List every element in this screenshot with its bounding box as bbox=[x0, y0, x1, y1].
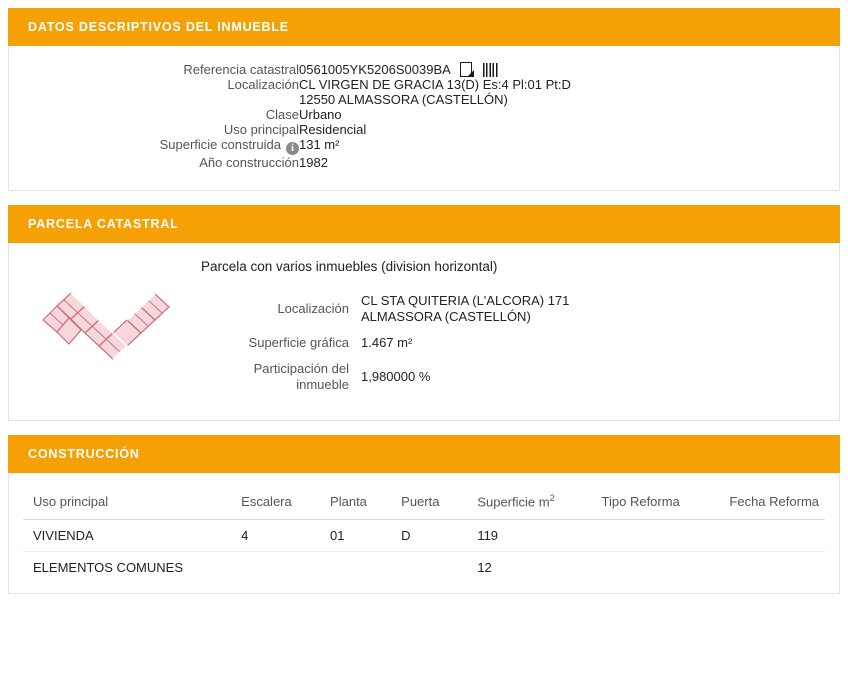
table-row bbox=[201, 330, 569, 356]
parcela-map-thumbnail[interactable] bbox=[35, 290, 175, 366]
table-row bbox=[23, 520, 825, 552]
cell-escalera bbox=[231, 552, 320, 584]
label-participacion-inmueble bbox=[201, 356, 361, 398]
value-clase: Urbano bbox=[299, 107, 342, 122]
value-superficie-grafica: 1.467 m² bbox=[361, 335, 413, 350]
table-row bbox=[9, 62, 839, 77]
parcela-localizacion-line1: CL STA QUITERIA (L'ALCORA) 171 bbox=[361, 293, 570, 308]
column-header-escalera: Escalera bbox=[231, 487, 320, 520]
cell-fecha-reforma bbox=[719, 552, 825, 584]
value-participacion-inmueble: 1,980000 % bbox=[361, 369, 431, 384]
value-ano-construccion: 1982 bbox=[299, 155, 328, 170]
parcela-localizacion-line2: ALMASSORA (CASTELLÓN) bbox=[361, 309, 531, 324]
column-header-fecha-reforma: Fecha Reforma bbox=[719, 487, 825, 520]
label-clase: Clase bbox=[265, 107, 299, 122]
cell-uso-principal: ELEMENTOS COMUNES bbox=[33, 560, 184, 576]
panel-datos-descriptivos-title: DATOS DESCRIPTIVOS DEL INMUEBLE bbox=[8, 8, 840, 46]
referencia-catastral-text: 0561005YK5206S0039BA bbox=[299, 62, 451, 77]
localizacion-line2: 12550 ALMASSORA (CASTELLÓN) bbox=[299, 92, 508, 107]
parcela-details bbox=[201, 288, 569, 398]
localizacion-line1: CL VIRGEN DE GRACIA 13(D) Es:4 Pl:01 Pt:D bbox=[299, 77, 571, 92]
label-ano-construccion: Año construcción bbox=[199, 155, 299, 170]
cell-tipo-reforma bbox=[592, 552, 720, 584]
table-header-row bbox=[23, 487, 825, 520]
cell-uso-principal: VIVIENDA bbox=[23, 520, 231, 552]
panel-construccion-title: CONSTRUCCIÓN bbox=[8, 435, 840, 473]
cell-superficie: 12 bbox=[477, 560, 492, 576]
table-row bbox=[9, 155, 839, 170]
value-parcela-localizacion bbox=[361, 288, 569, 330]
column-header-superficie: Superficie $m^2$ bbox=[467, 487, 591, 520]
parcela-map-cell bbox=[9, 288, 201, 398]
parcela-subtitle: Parcela con varios inmuebles (division horizontal) bbox=[201, 259, 498, 274]
cell-planta: 01 bbox=[320, 520, 391, 552]
panel-parcela-catastral bbox=[8, 205, 840, 421]
table-row bbox=[9, 77, 839, 107]
construccion-table bbox=[23, 487, 825, 583]
participacion-label-line2: inmueble bbox=[296, 377, 349, 392]
table-row bbox=[9, 122, 839, 137]
label-referencia-catastral: Referencia catastral bbox=[183, 62, 299, 77]
label-superficie-grafica: Superficie gráfica bbox=[248, 335, 349, 350]
table-row bbox=[201, 288, 569, 330]
cell-tipo-reforma bbox=[592, 520, 720, 552]
label-uso-principal: Uso principal bbox=[223, 122, 299, 137]
table-row bbox=[23, 552, 825, 584]
label-localizacion: Localización bbox=[227, 77, 299, 92]
value-localizacion bbox=[299, 77, 839, 107]
column-header-tipo-reforma: Tipo Reforma bbox=[592, 487, 720, 520]
datos-descriptivos-table bbox=[9, 62, 839, 170]
superficie-construida-text: Superficie construida bbox=[159, 137, 281, 152]
column-header-planta: Planta bbox=[320, 487, 391, 520]
cell-planta bbox=[320, 552, 391, 584]
table-row bbox=[201, 356, 569, 398]
column-header-uso-principal: Uso principal bbox=[23, 487, 231, 520]
barcode-icon[interactable] bbox=[483, 63, 499, 77]
panel-parcela-body bbox=[8, 243, 840, 421]
parcela-table bbox=[201, 288, 569, 398]
panel-datos-descriptivos bbox=[8, 8, 840, 191]
cell-puerta bbox=[391, 552, 467, 584]
panel-construccion bbox=[8, 435, 840, 594]
panel-datos-descriptivos-body bbox=[8, 46, 840, 191]
participacion-label-line1: Participación del bbox=[253, 361, 349, 376]
value-uso-principal: Residencial bbox=[299, 122, 367, 137]
cell-superficie: 119 bbox=[467, 520, 591, 552]
value-referencia-catastral bbox=[299, 62, 839, 77]
label-superficie-construida bbox=[9, 137, 299, 155]
document-icon[interactable] bbox=[460, 62, 474, 77]
parcela-map-icon bbox=[35, 290, 175, 366]
column-header-puerta: Puerta bbox=[391, 487, 467, 520]
table-row bbox=[9, 107, 839, 122]
panel-parcela-title: PARCELA CATASTRAL bbox=[8, 205, 840, 243]
table-row bbox=[9, 137, 839, 155]
info-icon[interactable]: i bbox=[286, 142, 299, 155]
cell-fecha-reforma bbox=[719, 520, 825, 552]
cell-escalera: 4 bbox=[231, 520, 320, 552]
value-superficie-construida: 131 m² bbox=[299, 137, 340, 152]
label-parcela-localizacion: Localización bbox=[277, 301, 349, 316]
panel-construccion-body bbox=[8, 473, 840, 594]
cell-puerta: D bbox=[391, 520, 467, 552]
